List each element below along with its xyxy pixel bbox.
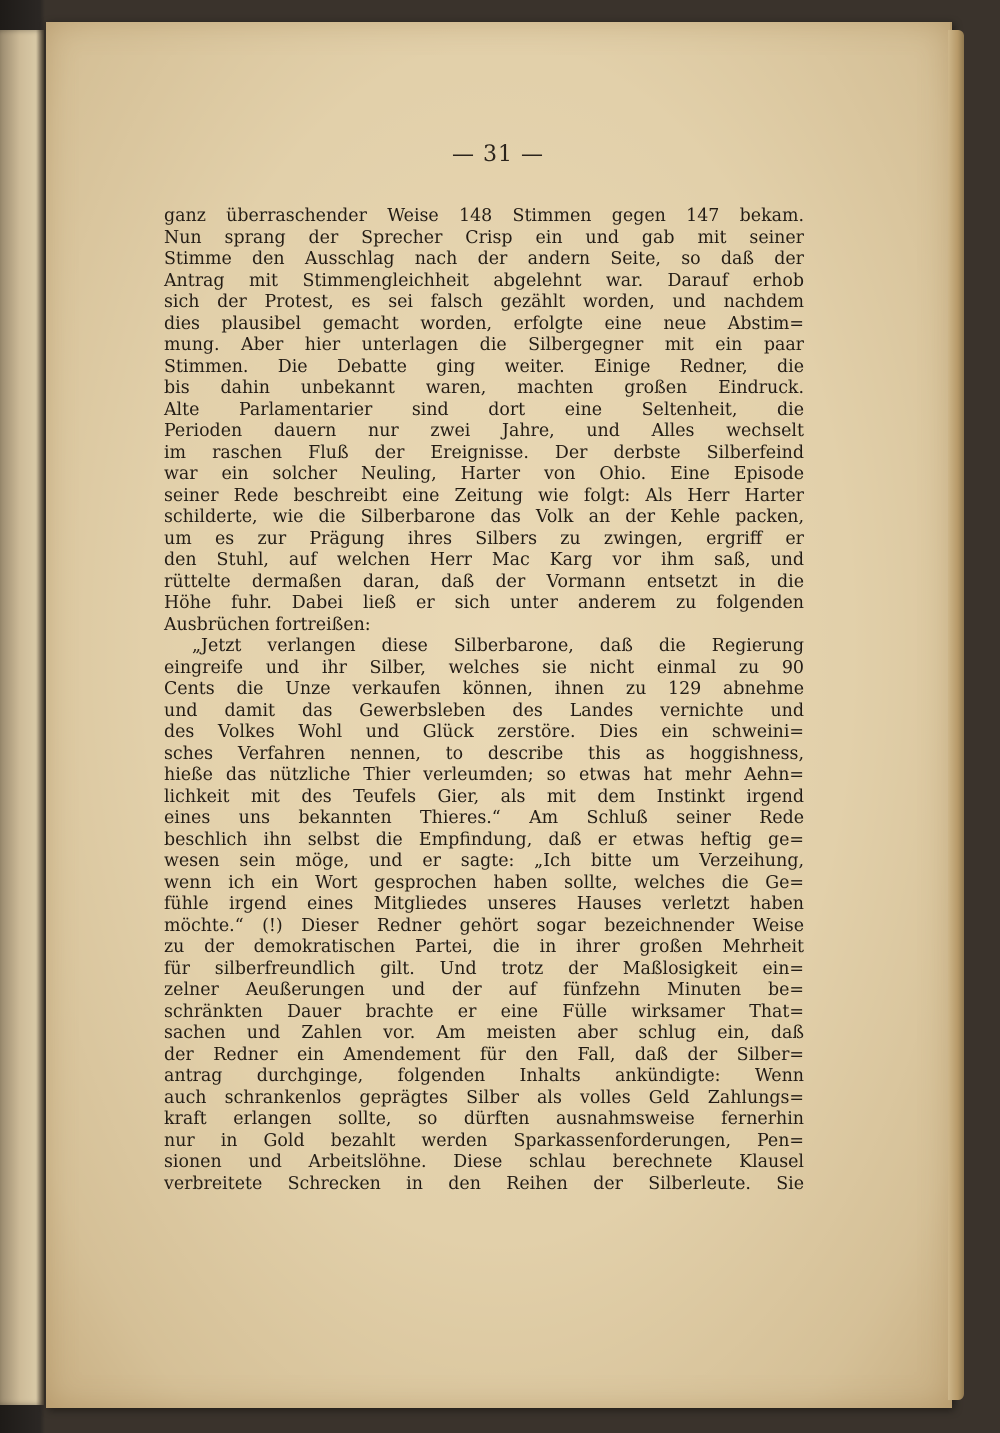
text-line: Stimmen. Die Debatte ging weiter. Einige Redner, die — [164, 356, 804, 377]
previous-page-edge — [0, 30, 44, 1405]
text-line: bis dahin unbekannt waren, machten großen Eindruck. — [164, 378, 804, 398]
text-line: Höhe fuhr. Dabei ließ er sich unter anderem zu folgenden — [164, 593, 804, 613]
text-line: im raschen Fluß der Ereignisse. Der derbste Silberfeind — [164, 442, 804, 463]
text-line: schilderte, wie die Silberbarone das Volk an der Kehle packen, — [164, 507, 804, 527]
text-line: der Redner ein Amendement für den Fall, daß der Silber= — [164, 1044, 804, 1065]
text-line: wenn ich ein Wort gesprochen haben sollte, welches die Ge= — [164, 872, 804, 893]
text-line: um es zur Prägung ihres Silbers zu zwingen, ergriff er — [164, 528, 804, 549]
page-fore-edge — [948, 30, 964, 1400]
text-line: sachen und Zahlen vor. Am meisten aber schlug ein, daß — [164, 1023, 804, 1043]
text-line: eines uns bekannten Thieres.“ Am Schluß seiner Rede — [164, 808, 804, 828]
text-line: Nun sprang der Sprecher Crisp ein und gab mit seiner — [164, 227, 804, 248]
text-line: dies plausibel gemacht worden, erfolgte eine neue Abstim= — [164, 313, 804, 334]
text-line: möchte.“ (!) Dieser Redner gehört sogar bezeichnender Weise — [164, 915, 804, 936]
text-line: antrag durchginge, folgenden Inhalts ankündigte: Wenn — [164, 1066, 804, 1086]
text-line: hieße das nützliche Thier verleumden; so etwas hat mehr Aehn= — [164, 765, 804, 785]
text-line: des Volkes Wohl und Glück zerstöre. Dies ein schweini= — [164, 722, 804, 742]
text-line: Cents die Unze verkaufen können, ihnen zu 129 abnehme — [164, 679, 804, 699]
text-line: für silberfreundlich gilt. Und trotz der Maßlosigkeit ein= — [164, 958, 804, 979]
text-line: lichkeit mit des Teufels Gier, als mit dem Instinkt irgend — [164, 786, 804, 807]
text-line: Stimme den Ausschlag nach der andern Seite, so daß der — [164, 249, 804, 269]
text-line: verbreitete Schrecken in den Reihen der Silberleute. Sie — [164, 1173, 804, 1194]
book-page — [46, 22, 952, 1408]
text-line: schränkten Dauer brachte er eine Fülle wirksamer That= — [164, 1001, 804, 1022]
text-line: eingreife und ihr Silber, welches sie nicht einmal zu 90 — [164, 657, 804, 678]
text-line: sich der Protest, es sei falsch gezählt worden, und nachdem — [164, 292, 804, 312]
text-line: Perioden dauern nur zwei Jahre, und Alles wechselt — [164, 421, 804, 441]
text-line: Ausbrüchen fortreißen: — [164, 614, 371, 635]
text-line: zu der demokratischen Partei, die in ihrer großen Mehrheit — [164, 937, 804, 957]
text-line: war ein solcher Neuling, Harter von Ohio. Eine Episode — [164, 464, 804, 484]
text-line: rüttelte dermaßen daran, daß der Vormann entsetzt in die — [164, 571, 804, 592]
text-line: „Jetzt verlangen diese Silberbarone, daß die Regierung — [192, 636, 804, 656]
text-line: Alte Parlamentarier sind dort eine Seltenheit, die — [164, 399, 804, 420]
text-line: ganz überraschender Weise 148 Stimmen gegen 147 bekam. — [164, 206, 804, 226]
text-line: kraft erlangen sollte, so dürften ausnahmsweise fernerhin — [164, 1109, 804, 1129]
text-line: sionen und Arbeitslöhne. Diese schlau berechnete Klausel — [164, 1152, 804, 1172]
page-number: — 31 — — [452, 142, 544, 167]
text-line: zelner Aeußerungen und der auf fünfzehn Minuten be= — [164, 980, 804, 1000]
text-line: auch schrankenlos geprägtes Silber als volles Geld Zahlungs= — [164, 1087, 804, 1108]
body-text — [164, 206, 804, 1195]
text-line: den Stuhl, auf welchen Herr Mac Karg vor ihm saß, und — [164, 550, 804, 570]
text-line: wesen sein möge, und er sagte: „Ich bitte um Verzeihung, — [164, 851, 804, 871]
text-line: beschlich ihn selbst die Empfindung, daß er etwas heftig ge= — [164, 829, 804, 850]
text-line: und damit das Gewerbsleben des Landes vernichte und — [164, 700, 804, 721]
text-line: seiner Rede beschreibt eine Zeitung wie folgt: Als Herr Harter — [164, 485, 804, 506]
text-line: nur in Gold bezahlt werden Sparkassenforderungen, Pen= — [164, 1130, 804, 1151]
text-line: fühle irgend eines Mitgliedes unseres Hauses verletzt haben — [164, 894, 804, 914]
text-line: Antrag mit Stimmengleichheit abgelehnt war. Darauf erhob — [164, 270, 804, 291]
text-line: mung. Aber hier unterlagen die Silbergegner mit ein paar — [164, 335, 804, 355]
text-line: sches Verfahren nennen, to describe this as hoggishness, — [164, 743, 804, 764]
